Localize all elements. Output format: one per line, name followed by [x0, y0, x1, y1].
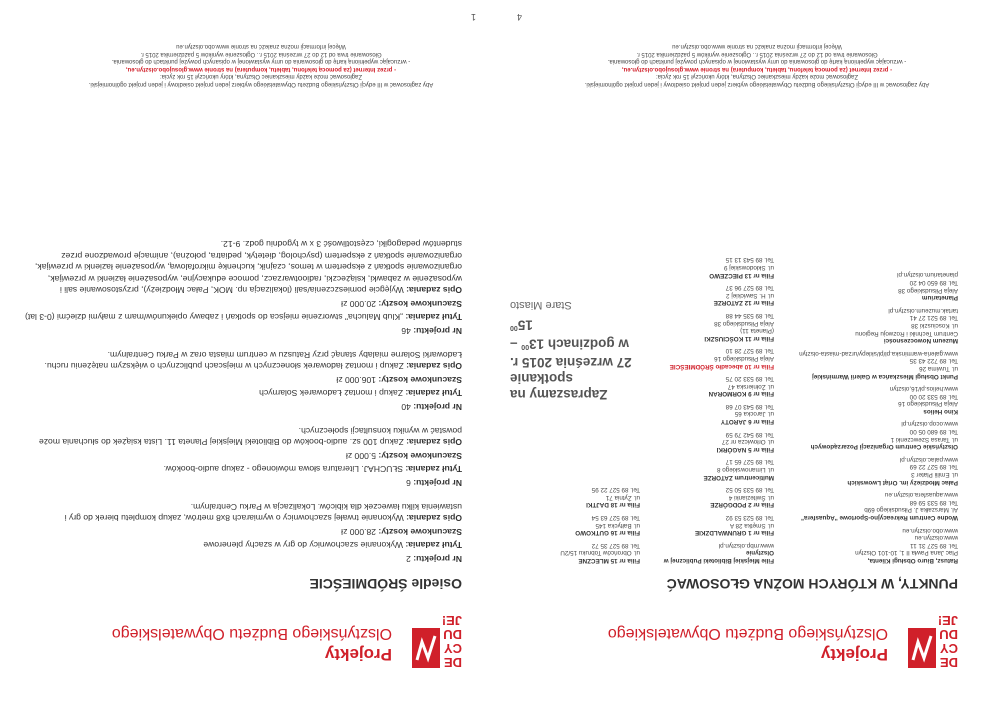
svg-text:DU: DU — [939, 627, 958, 642]
voting-point-detail: Tel. 89 527 22 95 — [591, 486, 640, 494]
voting-point-entry — [788, 491, 958, 521]
voting-point-entry — [659, 256, 774, 279]
voting-point-name: Filia nr 13 PIECZEWO — [709, 271, 774, 279]
voting-point-detail: Tel. 89 533 59 68 — [909, 498, 958, 506]
voting-point-detail: Tel. 89 533 20 75 — [725, 375, 774, 383]
voting-point-detail: ul. Żytnia 71 — [605, 493, 640, 501]
voting-point-detail: ul. Tarasa Szewczenki 1 — [890, 435, 958, 443]
voting-point-name: Muzeum Nowoczesności — [883, 337, 958, 345]
voting-point-entry — [788, 349, 958, 379]
project-description: Opis zadania: Wykonanie trwałej szachownicy o wymiarach 8x8 metrów, zakup kompletu bierek do gry i ustawienia kilku ławeczek dla kibiców. Lokalizacja w Parku Centralnym. — [64, 501, 462, 524]
voting-point-name: Planetarium — [921, 294, 958, 302]
page-number: 4 — [516, 12, 522, 22]
project-cost: Szacunkowe koszty: 5.000 zł — [345, 450, 462, 461]
voting-point-entry — [659, 541, 774, 564]
voting-point-entry — [788, 385, 958, 415]
svg-text:DE: DE — [939, 655, 958, 670]
invite-line-1: Zapraszamy na spotkanie — [510, 371, 608, 402]
brand-subtitle: Olsztyńskiego Budżetu Obywatelskiego — [607, 625, 888, 642]
project-description: Opis zadania: Zakup i montaż ładowarek słonecznych w miejscach publicznych o większym natężeniu ruchu. Ładowarki Solarne mialaby stanąć przy Ratuszu w centrum miasta oraz w Parku Centralnym. — [44, 349, 462, 372]
project-number: Nr projektu: 40 — [401, 402, 462, 413]
project-cost: Szacunkowe koszty: 106.000 zł — [336, 374, 462, 385]
voting-points-column-a — [788, 266, 958, 564]
voting-point-detail: Aleja Piłsudskiego 38 — [898, 286, 958, 294]
voting-point-detail: www.helios.pl/16,olsztyn — [889, 385, 958, 393]
voting-point-name: Filie Miejskiej Biblioteki Publicznej w Olsztynie — [663, 549, 774, 564]
project-item — [22, 348, 462, 412]
voting-point-detail: ul. Jarocka 65 — [734, 410, 774, 418]
voting-point-entry — [659, 284, 774, 307]
voting-point-detail: Tel. 89 542 79 59 — [725, 430, 774, 438]
voting-point-detail: ul. Limanowskiego 8 — [716, 466, 774, 474]
voting-point-entry — [659, 347, 774, 370]
voting-point-name: Wodne Centrum Rekreacyjno-Sportowe "Aquasfera" — [800, 514, 958, 522]
voting-point-entry — [788, 306, 958, 344]
project-cost: Szacunkowe koszty: 28.000 zł — [341, 526, 462, 537]
voting-point-name: Kino Helios — [923, 407, 958, 415]
voting-point-detail: ul. Emilii Plater 3 — [911, 471, 958, 479]
voting-point-detail: (Planeta 11) — [740, 327, 774, 335]
voting-point-name: Filia nr 6 JAROTY — [720, 418, 774, 426]
voting-point-detail: Tel. 89 543 13 15 — [725, 256, 774, 264]
voting-point-detail: Aleja Piłsudskiego 16 — [898, 400, 958, 408]
library-branches-column-c — [510, 481, 640, 564]
voting-point-detail: Tel. 89 527 65 17 — [725, 458, 774, 466]
voting-point-detail: ul. Tuwima 26 — [919, 364, 958, 372]
voting-point-detail: Tel. 89 523 53 92 — [725, 514, 774, 522]
voting-notes: Aby zagłosować w III edycji Olsztyńskiego Budżetu Obywatelskiego wybierz jeden projekt osiedlowy i jeden projekt ogólnomiejski. Zagłosować może każdy mieszkaniec Olsztyna, który ukończył 15 rok życia: - przez Internet (za pomocą telefonu, tabletu, komputera) na stronie www.glosujobo.olsztyn.eu, - wrzucając wypełnioną kartę do głosowania do urny wystawionej w opisanych powyżej punktach do głosowania. Głosowanie trwa od 12 do 27 września 2015 r.. Ogłoszenie wyników 5 października 2015 r. Więcej informacji można znaleźć na stronie www.obo.olsztyn.eu — [584, 43, 930, 87]
svg-text:CY: CY — [939, 641, 958, 656]
project-item — [22, 500, 462, 564]
voting-point-detail: www.obo.olsztyn.eu — [902, 526, 958, 534]
library-branches-column-b — [659, 251, 774, 564]
brand-subtitle: Olsztyńskiego Budżetu Obywatelskiego — [111, 625, 392, 642]
page-voting-points — [496, 0, 992, 702]
voting-point-detail: www.aquasfera.olsztyn.eu — [884, 491, 958, 499]
voting-point-detail: tartak.muzeum.olsztyn.pl — [888, 306, 958, 314]
project-title: Tytuł zadania: SŁUCHAJ. Literatura słowa mówionego - zakup audio-booków. — [163, 464, 462, 475]
voting-point-entry — [659, 486, 774, 509]
voting-point-name: Filia nr 11 KOŚCIUSZKI — [704, 334, 774, 342]
voting-point-entry — [510, 513, 640, 536]
voting-point-entry — [659, 375, 774, 398]
voting-point-name: Ratusz, Biuro Obsługi Klienta, — [867, 557, 958, 564]
voting-point-detail: Tel. 89 535 44 88 — [725, 311, 774, 319]
svg-text:JE!: JE! — [441, 613, 462, 628]
voting-point-detail: Tel. 89 527 31 11 — [910, 541, 958, 549]
voting-point-name: Filia nr 9 KORMORAN — [708, 390, 774, 398]
voting-point-entry — [788, 271, 958, 301]
project-number: Nr projektu: 2 — [406, 554, 462, 564]
voting-point-detail: www.galeria-warminska.pl/pl/sklepy/urzad-miasta-olsztyn — [799, 349, 958, 357]
project-title: Tytuł zadania: „Klub Maluchа" stworzenie miejsca do spotkań i zabawy opiekunów/mam z małymi dziećmi (0-3 lat) — [24, 312, 462, 323]
voting-point-entry — [788, 526, 958, 564]
project-item — [22, 424, 462, 488]
voting-point-detail: Tel. 89 680 05 00 — [909, 428, 958, 436]
voting-point-entry — [659, 513, 774, 536]
obo-logo-icon — [410, 612, 462, 672]
voting-point-detail: Tel. 89 527 22 69 — [909, 463, 958, 471]
voting-notes: Aby zagłosować w III edycji Olsztyńskiego Budżetu Obywatelskiego wybierz jeden projekt osiedlowy i jeden projekt ogólnomiejski. Zagłosować może każdy mieszkaniec Olsztyna, który ukończył 15 rok życia: - przez Internet (za pomocą telefonu, tabletu, komputera) na stronie www.glosujobo.olsztyn.eu, - wrzucając wypełnioną kartę do głosowania do urny wystawionej w opisanych powyżej punktach do głosowania. Głosowanie trwa od 12 do 27 września 2015 r.. Ogłoszenie wyników 5 października 2015 r. Więcej informacji można znaleźć na stronie www.obo.olsztyn.eu — [88, 43, 434, 87]
voting-point-detail: Tel. 89 533 20 00 — [909, 392, 958, 400]
voting-point-detail: ul. Żołnierska 47 — [727, 382, 774, 390]
voting-point-detail: planetarium.olsztyn.pl — [897, 271, 958, 279]
voting-point-name: Multicentrum ZATORZE — [703, 473, 774, 481]
project-title: Tytuł zadania: Zakup i montaż Ładowarek Solarnych — [259, 388, 462, 399]
voting-point-detail: Al. Marszałka J. Piłsudskiego 69b — [864, 506, 958, 514]
voting-point-detail: Tel. 89 527 28 10 — [725, 347, 774, 355]
voting-point-entry — [659, 402, 774, 425]
invite-line-2: 27 września 2015 r. — [510, 355, 632, 370]
voting-point-detail: Aleja Piłsudskiego 16 — [714, 354, 774, 362]
voting-point-name: Olsztyńskie Centrum Organizacji Pozarządowych — [810, 443, 958, 451]
voting-point-detail: ul. Orłowicza nr 27 — [721, 438, 774, 446]
obo-logo-icon — [906, 612, 958, 672]
brand-title: Projekty — [324, 645, 392, 664]
brand-title: Projekty — [820, 645, 888, 664]
voting-point-entry — [659, 311, 774, 341]
voting-point-detail: Tel. 89 527 35 72 — [591, 541, 640, 549]
voting-point-name: Pałac Młodzieży im. Orląt Lwowskich — [847, 478, 958, 486]
page-number: 1 — [470, 12, 476, 22]
voting-point-name: Filia nr 15 MLECZNE — [578, 557, 640, 564]
project-description: Opis zadania: Wyjęgcie pomieszczenia/sali (lokalizacja np. MOK, Pałac Młodzieży), przystosowanie sali i wyposażenie w zabawki, książeczki, radiootwarzacz, pomoce edukacyjne, wyposażenie łazienki w przewijak, organizowanie spotkań z ekspertem w temos, czajnik, kuchenkę mikrofalową, wyposażenie łazienki w przewijak, organizowanie spotkań z ekspertem (psycholog, dietetyk, pediatra, położna), animacje prowadzone przez studentów pedagogiki, częstotliwość 3 x w tygodniu godz. 9-12. — [34, 238, 462, 296]
svg-text:CY: CY — [443, 641, 462, 656]
svg-text:DU: DU — [443, 627, 462, 642]
voting-point-detail: ul. Skłodowskiej 9 — [723, 264, 774, 271]
voting-point-detail: www.olsztyn.eu — [914, 534, 958, 542]
invite-line-3: w godzinach $13^{00} - 15^{00}$ — [510, 318, 629, 352]
voting-point-detail: ul. Bałtycka 145 — [595, 521, 640, 529]
voting-point-detail: ul. Kosciuszki 38 — [911, 321, 958, 329]
project-title: Tytuł zadania: Wykonanie szachownicy do gry w szachy plenerowe — [203, 540, 462, 551]
voting-point-detail: Centrum Techniki i Rozwoju Regionu — [855, 329, 958, 337]
voting-point-detail: www.mbp.olsztyn.pl — [718, 541, 774, 549]
project-cost: Szacunkowe koszty: 20.000 zł — [341, 298, 462, 309]
svg-text:JE!: JE! — [937, 613, 958, 628]
voting-point-name: Filia nr 12 ZATORZE — [713, 299, 774, 307]
voting-point-detail: ul. H. Sawickiej 2 — [726, 291, 774, 299]
voting-point-name: Filia nr 5 NAGÓRKI — [716, 445, 774, 453]
voting-point-detail: Tel. 89 527 63 54 — [591, 514, 640, 522]
project-description: Opis zadania: Zakup 100 sz. audio-booków do Biblioteki Miejskiej Planeta 11. Lista książek do słuchania może powstać w wyniku konsultacji społecznych. — [38, 425, 462, 448]
voting-point-detail: Tel. 89 543 07 68 — [725, 402, 774, 410]
project-item — [22, 237, 462, 336]
voting-point-detail: Aleja Piłsudskiego 38 — [714, 319, 774, 327]
voting-point-detail: www.ocop.olsztyn.pl — [901, 420, 958, 428]
section-title: Osiedle ŚRÓDMIEŚCIE — [309, 576, 462, 592]
section-title: PUNKTY, W KTÓRYCH MOŻNA GŁOSOWAĆ — [666, 576, 958, 592]
voting-point-entry — [659, 458, 774, 481]
voting-point-name: Filia nr 2 PODGÓRZE — [710, 501, 774, 509]
project-number: Nr projektu: 46 — [401, 326, 462, 337]
svg-text:DE: DE — [443, 655, 462, 670]
voting-point-entry — [510, 541, 640, 564]
voting-point-name: Filia nr 18 DAJTKI — [586, 501, 640, 509]
voting-point-detail: Tel. 89 533 50 52 — [725, 486, 774, 494]
voting-point-name: Punkt Obsługi Mieszkańca w Galerii Warmińskiej — [811, 372, 958, 380]
voting-point-entry — [788, 420, 958, 450]
voting-point-entry — [788, 455, 958, 485]
voting-point-detail: ul. Obrońców Tobruku 15/2U — [560, 549, 640, 557]
voting-point-detail: ul. Świtezianki 4 — [728, 493, 774, 501]
voting-point-detail: Tel. 89 650 04 20 — [909, 279, 958, 286]
voting-point-name: Filia nr 1 GRUNWALDZKIE — [694, 529, 774, 537]
voting-point-entry — [659, 430, 774, 453]
project-list — [22, 225, 462, 564]
voting-point-detail: ul. Smętka 28 A — [729, 521, 774, 529]
invite-place: Stare Miasto — [510, 299, 572, 311]
voting-point-name: Filia nr 10 abecadło ŚRÓDMIEŚCIE — [669, 362, 774, 370]
voting-point-detail: Tel. 89 521 27 41 — [909, 314, 958, 322]
voting-point-entry — [510, 486, 640, 509]
project-number: Nr projektu: 6 — [406, 478, 462, 489]
voting-point-detail: www.palac.olsztyn.pl — [899, 455, 958, 463]
voting-point-detail: Plac Jana Pawła II 1, 10-101 Olsztyn — [855, 549, 958, 557]
voting-point-name: Filia nr 16 GUTKOWO — [575, 529, 640, 537]
meeting-invitation — [510, 299, 650, 402]
voting-point-detail: Tel. 89 527 96 37 — [725, 284, 774, 292]
voting-point-detail: Tel. 89 722 43 35 — [909, 357, 958, 365]
